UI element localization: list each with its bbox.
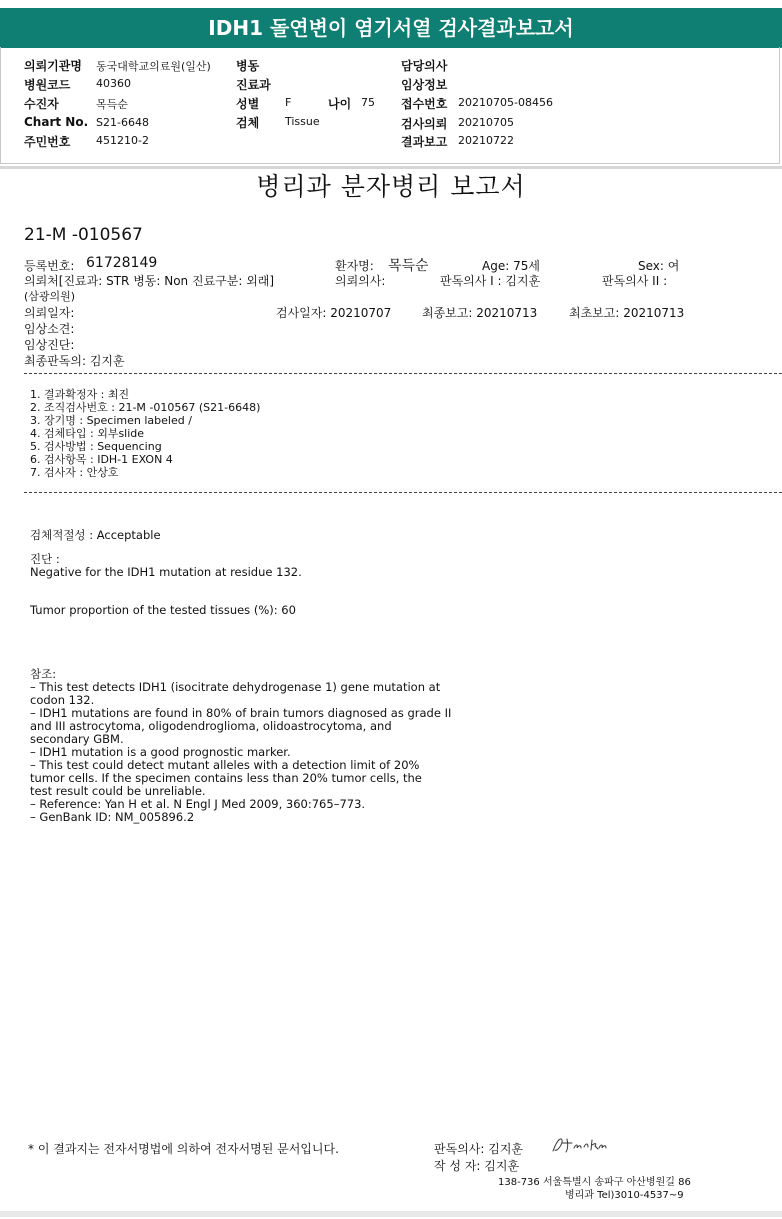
case-number: 21-M -010567 [24,225,143,245]
item-method: 5. 검사방법 : Sequencing [30,440,162,453]
reference-line: codon 132. [30,693,95,707]
references-label: 참조: [30,667,57,681]
diagnosis-label: 진단 : [30,552,60,566]
e-signature-notice: * 이 결과지는 전자서명법에 의하여 전자서명된 문서입니다. [28,1142,339,1156]
dashed-divider [24,373,782,374]
reference-line: test result could be unreliable. [30,784,206,798]
sex-text: Sex: 여 [638,259,680,273]
clinical-label: 임상정보 [401,78,448,92]
item-confirmer: 1. 결과확정자 : 최진 [30,388,130,401]
doctor-label: 담당의사 [401,59,448,73]
final-reader: 최종판독의: 김지훈 [24,354,125,368]
references [30,668,451,824]
item-organ: 3. 장기명 : Specimen labeled / [30,414,192,427]
reading-doctor-2: 판독의사 II : [602,274,668,288]
request-value: 20210705 [458,116,514,129]
sex-value: F [285,96,292,109]
patient-value: 목득순 [96,98,128,111]
institution-label: 의뢰기관명 [24,59,82,73]
patient-name: 목득순 [388,258,429,274]
age-text: Age: 75세 [482,259,540,273]
patient-label: 수진자 [24,97,59,111]
exam-date: 검사일자: 20210707 [276,306,392,320]
hospital-code-label: 병원코드 [24,78,71,92]
report-title: 병리과 분자병리 보고서 [256,172,526,201]
reference-line: – IDH1 mutations are found in 80% of brain tumors diagnosed as grade II [30,706,452,720]
clinical-diagnosis: 임상진단: [24,338,75,352]
reading-doctor-1: 판독의사 I : 김지훈 [440,274,541,288]
footer-writer: 작 성 자: 김지훈 [434,1159,520,1173]
reference-line: secondary GBM. [30,732,124,746]
dept-label: 진료과 [236,78,271,92]
first-report-date: 최초보고: 20210713 [569,306,685,320]
receipt-value: 20210705-08456 [458,96,553,109]
report-value: 20210722 [458,134,514,147]
specimen-label: 검체 [236,116,260,130]
page-bottom-edge [0,1211,782,1217]
hospital-code-value: 40360 [96,77,131,90]
reference-line: – IDH1 mutation is a good prognostic marker. [30,745,291,759]
origin-clinic: (삼광의원) [24,290,76,303]
reference-line: – Reference: Yan H et al. N Engl J Med 2009, 360:765–773. [30,797,366,811]
dashed-divider [24,492,782,493]
reference-line: – This test detects IDH1 (isocitrate dehydrogenase 1) gene mutation at [30,680,441,694]
hospital-address: 138-736 서울특별시 송파구 아산병원길 86 [498,1177,691,1188]
age-label: 나이 [328,97,352,111]
request-label: 검사의뢰 [401,117,448,131]
reference-line: – GenBank ID: NM_005896.2 [30,810,195,824]
diagnosis-text: Negative for the IDH1 mutation at residue 132. [30,565,302,579]
signature-image [550,1134,608,1156]
chart-label: Chart No. [24,115,89,129]
item-tissue-no: 2. 조직검사번호 : 21-M -010567 (S21-6648) [30,401,261,414]
reg-label: 등록번호: [24,259,75,273]
report-banner: IDH1 돌연변이 염기서열 검사결과보고서 [0,8,782,48]
reference-line: and III astrocytoma, oligodendroglioma, olidoastrocytoma, and [30,719,392,733]
sex-label: 성별 [236,97,260,111]
reference-line: – This test could detect mutant alleles with a detection limit of 20% [30,758,420,772]
request-date-label: 의뢰일자: [24,306,75,320]
clinical-findings: 임상소견: [24,322,75,336]
ward-label: 병동 [236,59,260,73]
reference-line: tumor cells. If the specimen contains less than 20% tumor cells, the [30,771,422,785]
specimen-value: Tissue [285,115,320,128]
request-place: 의뢰처[진료과: STR 병동: Non 진료구분: 외래] [24,274,275,288]
age-value: 75 [361,96,375,109]
resident-value: 451210-2 [96,134,149,147]
request-doctor: 의뢰의사: [335,274,386,288]
chart-value: S21-6648 [96,116,149,129]
tumor-proportion: Tumor proportion of the tested tissues (%): 60 [30,603,296,617]
footer-reader: 판독의사: 김지훈 [434,1142,524,1156]
resident-label: 주민번호 [24,135,71,149]
department-tel: 병리과 Tel)3010-4537~9 [565,1190,684,1201]
specimen-adequacy: 검체적절성 : Acceptable [30,528,161,542]
item-test: 6. 검사항목 : IDH-1 EXON 4 [30,453,173,466]
final-report-date: 최종보고: 20210713 [422,306,538,320]
item-specimen-type: 4. 검체타입 : 외부slide [30,427,145,440]
institution-value: 동국대학교의료원(일산) [96,60,211,73]
receipt-label: 접수번호 [401,97,448,111]
item-examiner: 7. 검사자 : 안상호 [30,466,119,479]
reg-number: 61728149 [86,255,158,271]
report-label: 결과보고 [401,135,448,149]
name-label: 환자명: [335,259,374,273]
